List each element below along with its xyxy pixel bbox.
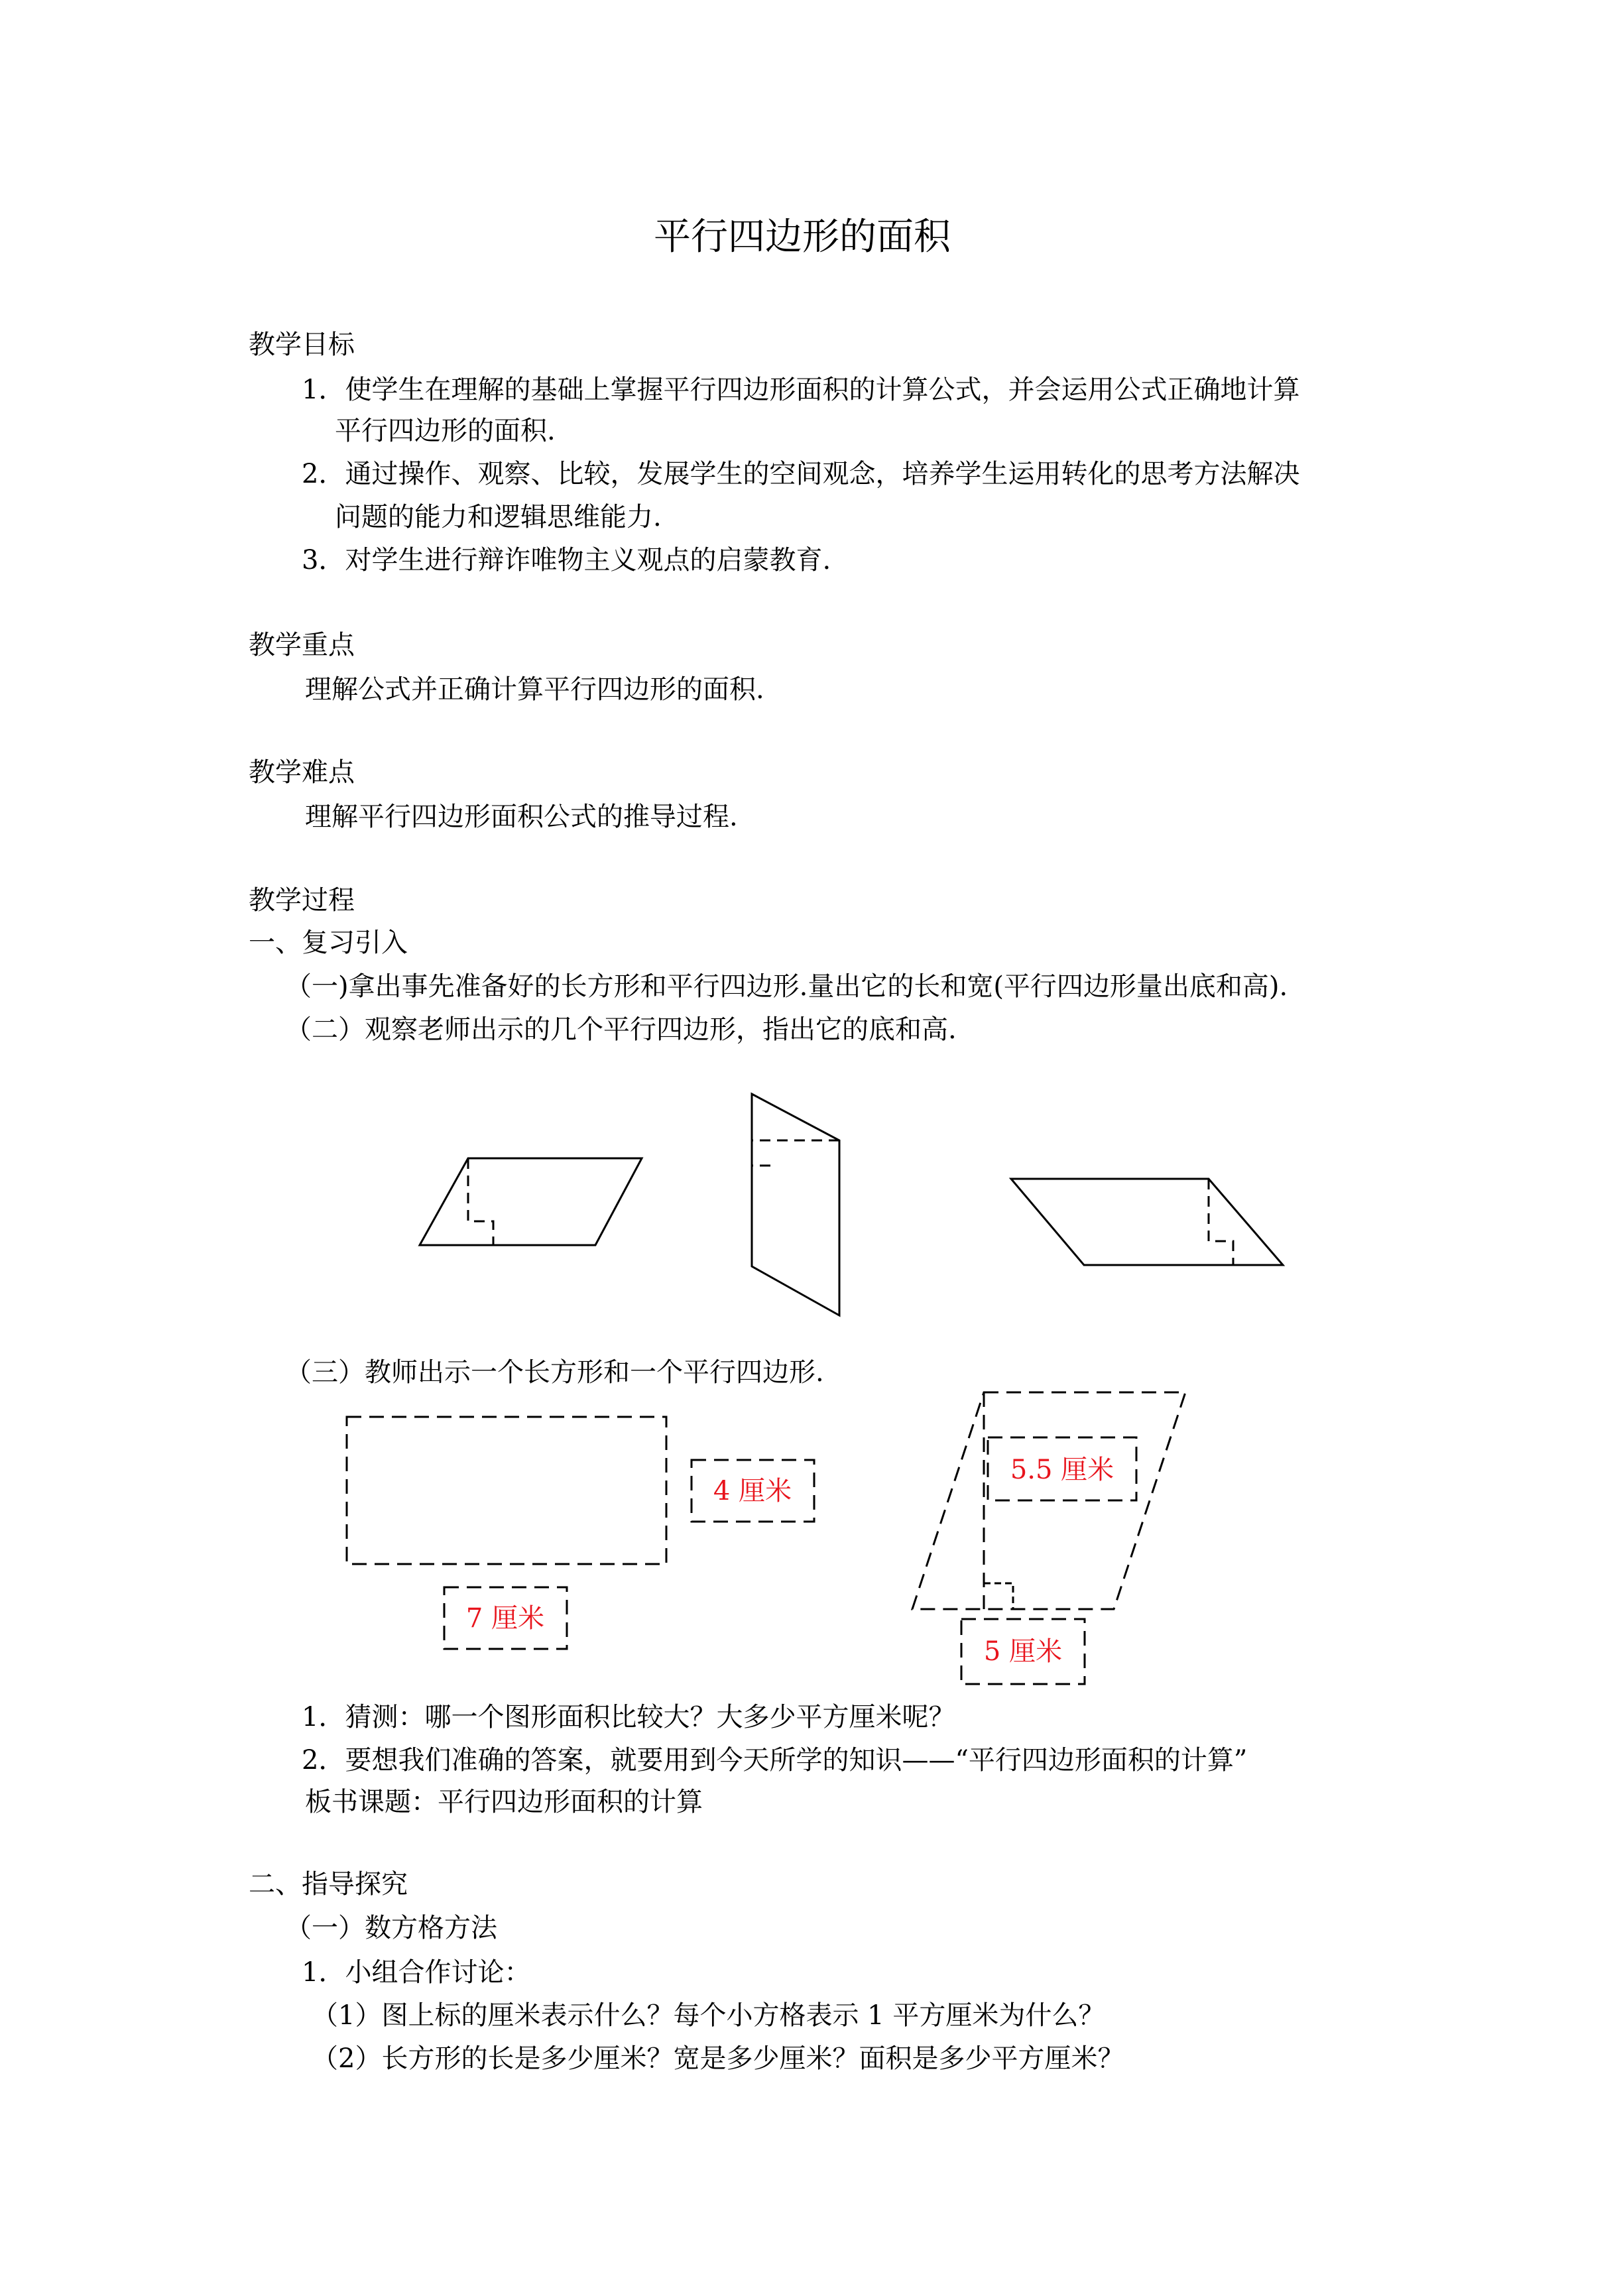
part1-board-title: 板书课题：平行四边形面积的计算: [305, 1787, 703, 1817]
part2-heading: 二、指导探究: [249, 1869, 408, 1900]
objective-2-line2: 问题的能力和逻辑思维能力.: [335, 502, 662, 532]
part2-discussion-1: （1）图上标的厘米表示什么？每个小方格表示 1 平方厘米为什么？: [312, 2000, 1105, 2031]
part1-step2: （二）观察老师出示的几个平行四边形，指出它的底和高.: [285, 1014, 957, 1045]
objective-1-line1: 1．使学生在理解的基础上掌握平行四边形面积的计算公式，并会运用公式正确地计算: [302, 375, 1300, 405]
para-base-label: 5 厘米: [983, 1636, 1063, 1667]
rect-width-label: 4 厘米: [713, 1476, 792, 1506]
part1-step3: （三）教师出示一个长方形和一个平行四边形.: [285, 1357, 824, 1388]
part1-step1: （一)拿出事先准备好的长方形和平行四边形.量出它的长和宽(平行四边形量出底和高).: [285, 971, 1288, 1002]
process-heading: 教学过程: [249, 885, 355, 916]
part2-discussion-2: （2）长方形的长是多少厘米？宽是多少厘米？面积是多少平方厘米？: [312, 2043, 1124, 2074]
parallelogram-right-angle: [984, 1583, 1013, 1609]
objective-1-line2: 平行四边形的面积.: [335, 416, 556, 446]
difficulty-heading: 教学难点: [249, 757, 355, 788]
para-height-label: 5.5 厘米: [1010, 1455, 1114, 1485]
rectangle-shape: [347, 1417, 666, 1564]
key-point-text: 理解公式并正确计算平行四边形的面积.: [305, 674, 764, 705]
difficulty-text: 理解平行四边形面积公式的推导过程.: [305, 802, 738, 832]
objectives-heading: 教学目标: [249, 330, 355, 360]
part1-question-2: 2．要想我们准确的答案，就要用到今天所学的知识——“平行四边形面积的计算”: [302, 1745, 1248, 1776]
part1-question-1: 1．猜测：哪一个图形面积比较大？大多少平方厘米呢？: [302, 1702, 955, 1732]
part2-discussion: 1．小组合作讨论：: [302, 1957, 531, 1988]
rect-length-label: 7 厘米: [465, 1603, 545, 1634]
key-point-heading: 教学重点: [249, 630, 355, 660]
part2-method: （一）数方格方法: [285, 1913, 497, 1943]
page-title: 平行四边形的面积: [654, 215, 951, 259]
part1-heading: 一、复习引入: [249, 928, 408, 958]
objective-3: 3．对学生进行辩诈唯物主义观点的启蒙教育.: [302, 545, 831, 575]
objective-2-line1: 2．通过操作、观察、比较，发展学生的空间观念，培养学生运用转化的思考方法解决: [302, 459, 1300, 489]
